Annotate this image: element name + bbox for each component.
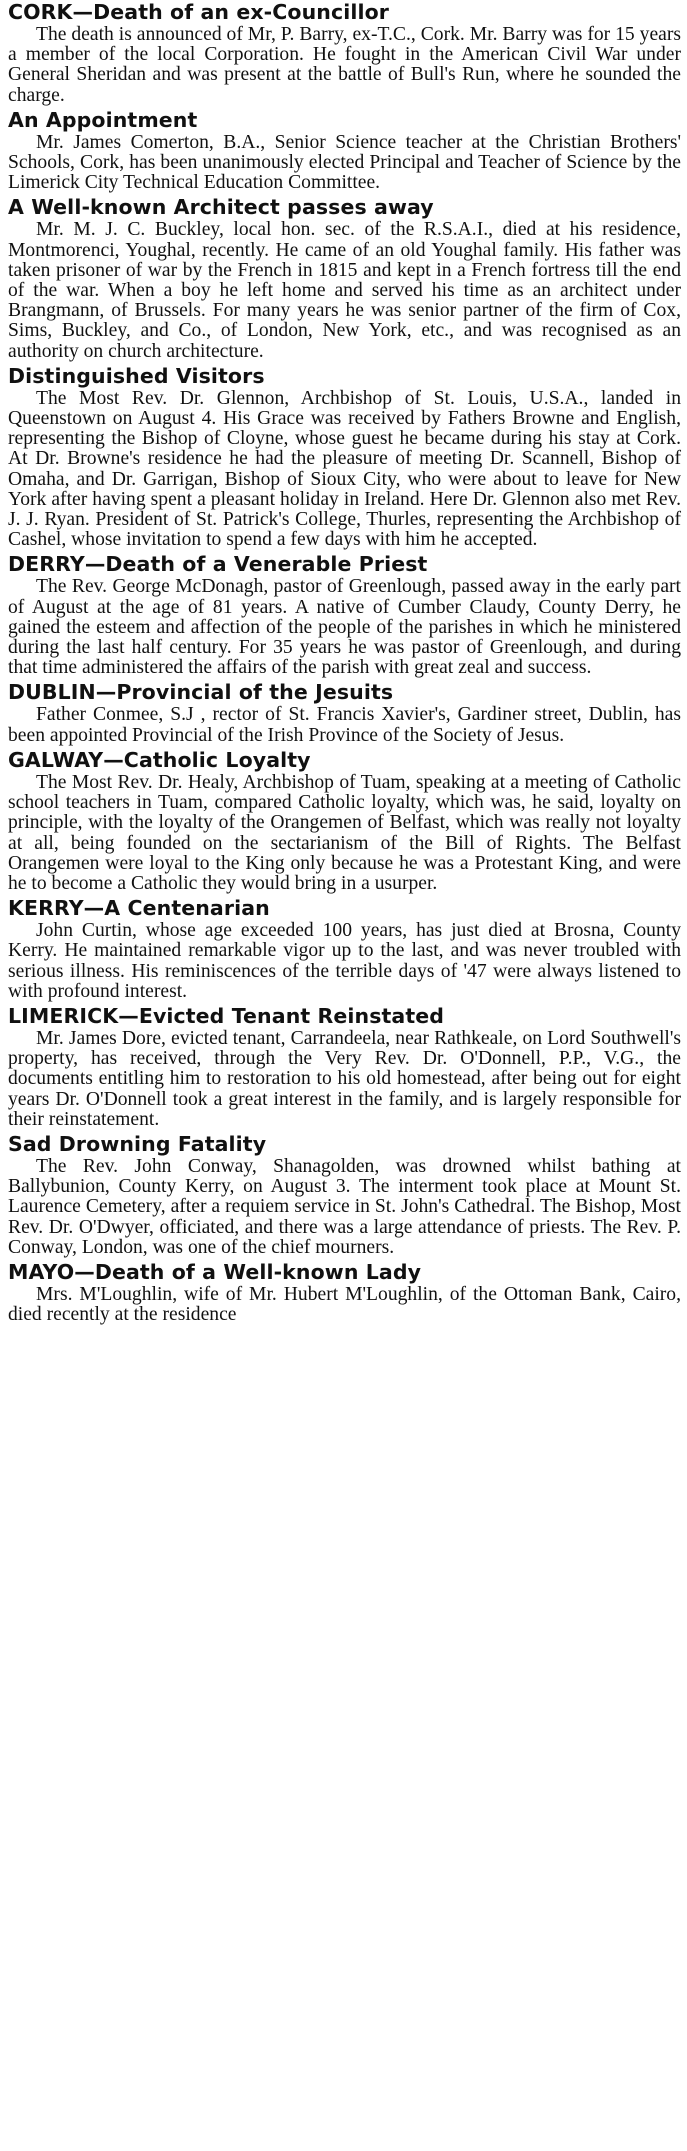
article-body: The Most Rev. Dr. Glennon, Archbishop of St. Louis, U.S.A., landed in Queenstown on August 4. His Grace was received by Fathers Browne and English, representing the Bishop of Cloyne, whose guest he became during his stay at Cork. At Dr. Browne's residence he had the pleasure of meeting Dr. Scannell, Bishop of Omaha, and Dr. Garrigan, Bishop of Sioux City, who were about to leave for New York after having spent a pleasant holiday in Ireland. Here Dr. Glennon also met Rev. J. J. Ryan. President of St. Patrick's College, Thurles, representing the Archbishop of Cashel, whose invitation to spend a few days with him he accepted. bbox=[8, 387, 681, 551]
article-headline: DUBLIN—Provincial of the Jesuits bbox=[8, 680, 394, 705]
article-mayo bbox=[8, 1260, 681, 1325]
article-headline: KERRY—A Centenarian bbox=[8, 896, 270, 921]
article-headline: CORK—Death of an ex-Councillor bbox=[8, 0, 390, 24]
article-headline: LIMERICK—Evicted Tenant Reinstated bbox=[8, 1003, 445, 1028]
article-body: Mrs. M'Loughlin, wife of Mr. Hubert M'Loughlin, of the Ottoman Bank, Cairo, died recently at the residence bbox=[8, 1283, 681, 1326]
article-headline: Distinguished Visitors bbox=[8, 363, 265, 388]
article-body: Father Conmee, S.J , rector of St. Francis Xavier's, Gardiner street, Dublin, has been appointed Provincial of the Irish Province of the Society of Jesus. bbox=[8, 704, 681, 746]
article-architect bbox=[8, 195, 681, 361]
article-appointment bbox=[8, 108, 681, 194]
article-body: Mr. James Comerton, B.A., Senior Science teacher at the Christian Brothers' Schools, Cork, has been unanimously elected Principal and Teacher of Science by the Limerick City Technical Education Committee. bbox=[8, 131, 681, 194]
article-body: The death is announced of Mr, P. Barry, ex-T.C., Cork. Mr. Barry was for 15 years a member of the local Corporation. He fought in the American Civil War under General Sheridan and was present at the battle of Bull's Run, where he sounded the charge. bbox=[8, 24, 681, 106]
article-headline: Sad Drowning Fatality bbox=[8, 1131, 267, 1156]
article-cork bbox=[8, 0, 681, 106]
article-limerick bbox=[8, 1004, 681, 1130]
article-visitors bbox=[8, 364, 681, 551]
article-headline: A Well-known Architect passes away bbox=[8, 195, 434, 220]
article-body: John Curtin, whose age exceeded 100 years, has just died at Brosna, County Kerry. He maintained remarkable vigor up to the last, and was never troubled with serious illness. His reminiscences of the terrible days of '47 were always listened to with profound interest. bbox=[8, 920, 681, 1002]
article-derry bbox=[8, 552, 681, 678]
article-body: The Most Rev. Dr. Healy, Archbishop of Tuam, speaking at a meeting of Catholic school teachers in Tuam, compared Catholic loyalty, which was, he said, loyalty on principle, with the loyalty of the Orangemen of Belfast, which was really not loyalty at all, being founded on the sectarianism of the Bill of Rights. The Belfast Orangemen were loyal to the King only because he was a Protestant King, and were he to become a Catholic they would bring in a usurper. bbox=[8, 771, 681, 894]
article-body: Mr. M. J. C. Buckley, local hon. sec. of the R.S.A.I., died at his residence, Montmorenci, Youghal, recently. He came of an old Youghal family. His father was taken prisoner of war by the French in 1815 and kept in a French fortress till the end of the war. When a boy he left home and served his time as an architect under Brangmann, of Brussels. For many years he was senior partner of the firm of Cox, Sims, Buckley, and Co., of London, New York, etc., and was recognised as an authority on church architecture. bbox=[8, 219, 681, 362]
article-headline: GALWAY—Catholic Loyalty bbox=[8, 747, 311, 772]
article-body: The Rev. George McDonagh, pastor of Greenlough, passed away in the early part of August at the age of 81 years. A native of Cumber Claudy, County Derry, he gained the esteem and affection of the people of the parishes in which he ministered during the last half century. For 35 years he was pastor of Greenlough, and during that time administered the affairs of the parish with great zeal and success. bbox=[8, 576, 681, 679]
article-dublin bbox=[8, 680, 681, 745]
article-galway bbox=[8, 748, 681, 894]
article-kerry bbox=[8, 896, 681, 1002]
article-body: Mr. James Dore, evicted tenant, Carrandeela, near Rathkeale, on Lord Southwell's property, has received, through the Very Rev. Dr. O'Donnell, P.P., V.G., the documents entitling him to restoration to his old homestead, after being out for eight years Dr. O'Donnell took a great interest in the family, and is largely responsible for their reinstatement. bbox=[8, 1027, 681, 1130]
article-drowning bbox=[8, 1132, 681, 1258]
article-headline: MAYO—Death of a Well-known Lady bbox=[8, 1259, 422, 1284]
article-headline: An Appointment bbox=[8, 107, 198, 132]
article-headline: DERRY—Death of a Venerable Priest bbox=[8, 552, 428, 577]
article-body: The Rev. John Conway, Shanagolden, was drowned whilst bathing at Ballybunion, County Kerry, on August 3. The interment took place at Mount St. Laurence Cemetery, after a requiem service in St. John's Cathedral. The Bishop, Most Rev. Dr. O'Dwyer, officiated, and there was a large attendance of priests. The Rev. P. Conway, London, was one of the chief mourners. bbox=[8, 1155, 681, 1258]
